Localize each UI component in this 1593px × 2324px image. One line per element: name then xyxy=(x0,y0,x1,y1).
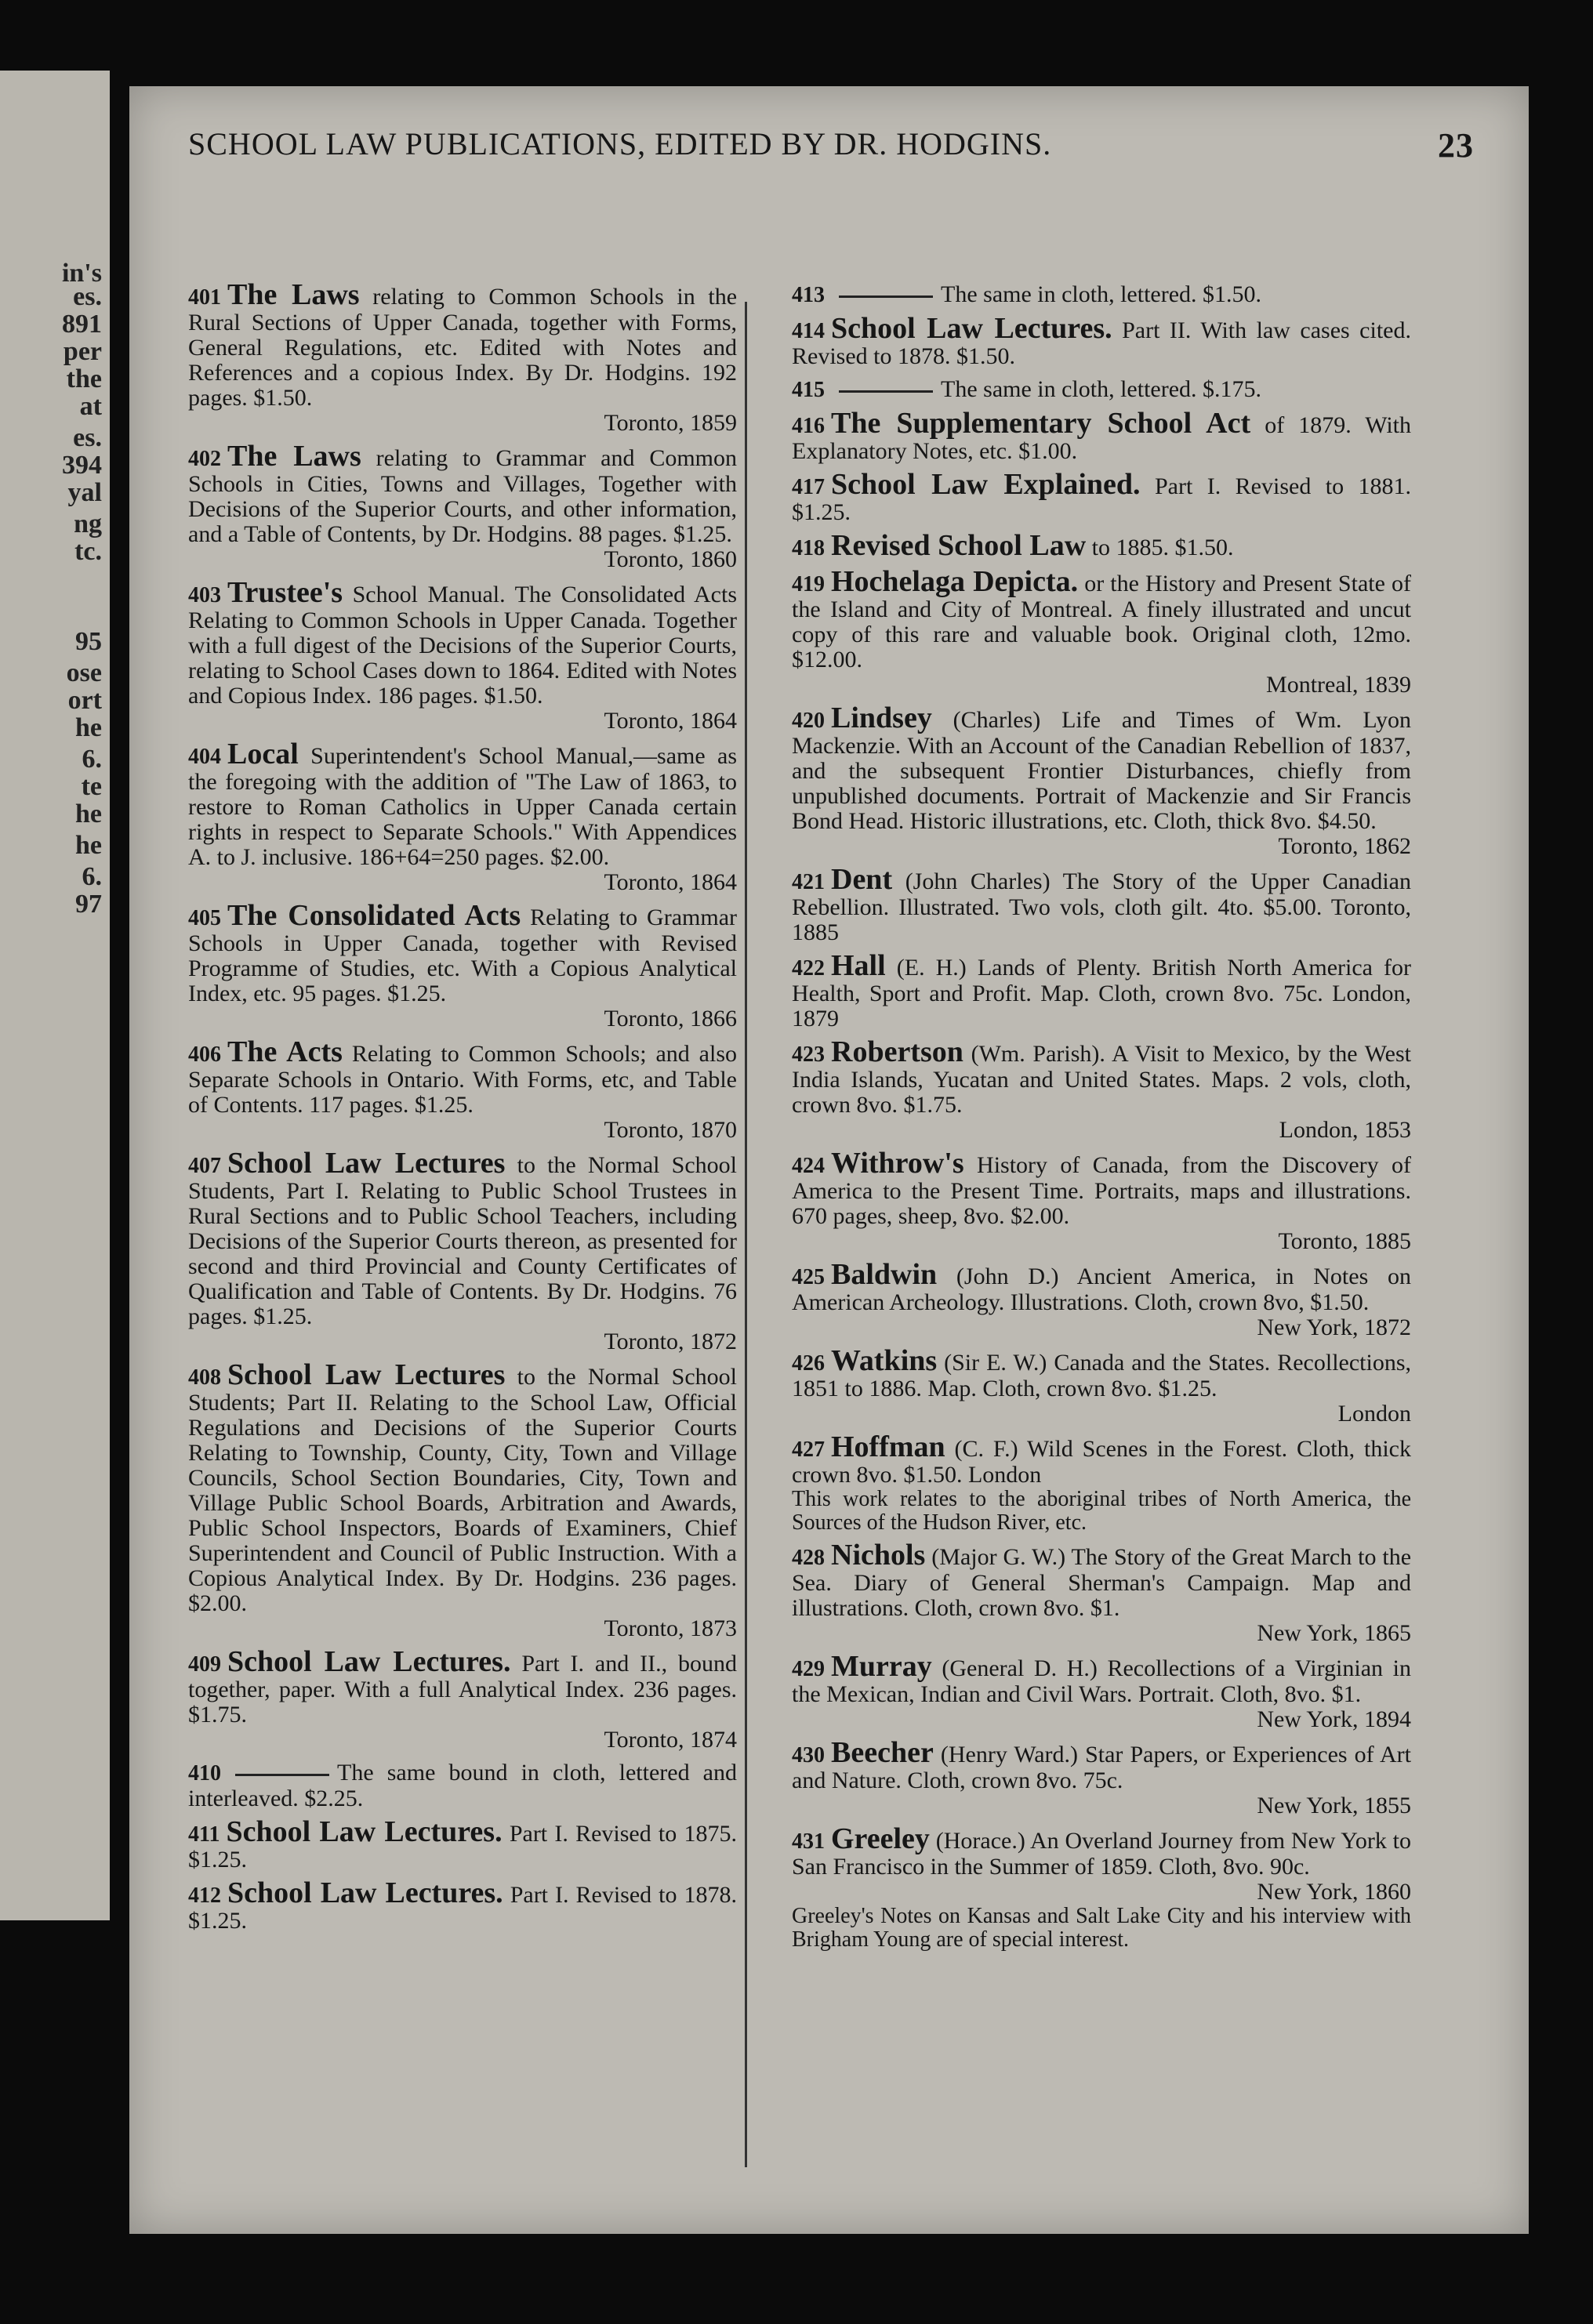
adjacent-page-fragment: in's xyxy=(61,259,102,288)
adjacent-page-fragment: ort xyxy=(67,686,102,715)
entry-description: (Charles) Life and Times of Wm. Lyon Mackenzie. With an Account of the Canadian Rebellion of 1837, and the subsequent Frontier Disturbances, chiefly from unpublished documents. Portrait of Mackenzie and Sir Francis Bond Head. Historic illustrations, etc. Cloth, thick 8vo. $4.50. xyxy=(792,707,1412,834)
catalogue-entry xyxy=(792,1258,1411,1340)
entry-place-date: Toronto, 1860 xyxy=(604,546,737,572)
entry-description: Part I. Revised to 1875. $1.25. xyxy=(188,1821,737,1873)
entry-number: 413 xyxy=(792,283,825,307)
adjacent-page-fragment: 891 xyxy=(62,310,102,339)
entry-place-date: London xyxy=(1337,1401,1411,1427)
entry-heading: Revised School Law xyxy=(831,529,1087,562)
page-header xyxy=(188,125,1474,165)
adjacent-page-fragment: the xyxy=(66,364,102,393)
catalogue-entry xyxy=(188,899,737,1031)
catalogue-entry xyxy=(792,468,1411,525)
entry-number: 424 xyxy=(792,1154,825,1178)
entry-description: The same bound in cloth, lettered and interleaved. $2.25. xyxy=(188,1760,737,1811)
catalogue-entry xyxy=(188,1358,737,1641)
entry-number: 407 xyxy=(188,1154,221,1178)
entry-heading: The Acts xyxy=(227,1035,343,1068)
entry-place-date: Toronto, 1862 xyxy=(1278,833,1411,859)
catalogue-entry xyxy=(188,1760,737,1811)
catalogue-entry xyxy=(792,407,1412,464)
catalogue-entry xyxy=(188,1876,737,1934)
entry-place-date: Toronto, 1864 xyxy=(604,869,737,895)
left-column xyxy=(188,278,738,1942)
entry-description: Relating to Grammar Schools in Upper Canada, together with Revised Programme of Studies, etc. With a Copious Analytical Index, etc. 95 pages. $1.25. xyxy=(188,905,737,1006)
catalogue-entry xyxy=(792,312,1411,369)
entry-number: 406 xyxy=(188,1042,221,1067)
entry-place-date: London, 1853 xyxy=(1279,1117,1411,1143)
entry-number: 401 xyxy=(188,285,221,310)
ditto-dash xyxy=(839,295,933,298)
adjacent-page-fragment: 6. xyxy=(82,745,102,774)
catalogue-entry xyxy=(188,278,738,436)
catalogue-entry xyxy=(188,738,738,895)
catalogue-entry xyxy=(792,1035,1411,1143)
catalogue-entry xyxy=(792,1822,1412,1952)
adjacent-page-fragment: 95 xyxy=(75,627,102,656)
entry-number: 425 xyxy=(792,1265,825,1289)
entry-number: 421 xyxy=(792,870,825,894)
ditto-dash xyxy=(235,1774,329,1776)
entry-heading: Hochelaga Depicta. xyxy=(831,565,1079,598)
catalogue-entry xyxy=(792,1430,1411,1535)
entry-description: to the Normal School Students, Part I. Relating to Public School Trustees in Rural Sections and to Public School Teachers, including Decisions of the Superior Courts thereon, as presented for second and third Provincial and County Certificates of Qualification and Table of Contents. By Dr. Hodgins. 76 pages. $1.25. xyxy=(188,1152,737,1329)
right-column xyxy=(792,282,1411,1960)
entry-heading: The Consolidated Acts xyxy=(227,899,521,932)
entry-description: relating to Common Schools in the Rural Sections of Upper Canada, together with Forms, General Regulations, etc. Edited with Notes and References and a copious Index. By Dr. Hodgins. 192 pages. $1.50. xyxy=(188,284,738,411)
entry-number: 423 xyxy=(792,1042,825,1067)
adjacent-page-fragment: 97 xyxy=(75,890,102,919)
entry-place-date: Toronto, 1866 xyxy=(604,1006,737,1031)
adjacent-page-fragment: ose xyxy=(66,658,102,687)
catalogue-entry xyxy=(188,576,737,734)
adjacent-page-fragment: per xyxy=(63,337,102,366)
entry-description: to 1885. $1.50. xyxy=(1091,535,1234,560)
entry-place-date: Toronto, 1885 xyxy=(1278,1228,1411,1254)
catalogue-entry xyxy=(792,949,1412,1031)
entry-number: 414 xyxy=(792,319,825,343)
adjacent-page-fragment: 394 xyxy=(62,451,102,480)
entry-number: 429 xyxy=(792,1657,825,1681)
catalogue-entry xyxy=(792,1650,1411,1732)
catalogue-entry xyxy=(188,1645,737,1753)
catalogue-entry xyxy=(792,1736,1411,1818)
entry-heading: Lindsey xyxy=(831,702,932,734)
entry-number: 419 xyxy=(792,572,825,596)
entry-heading: School Law Lectures. xyxy=(226,1815,503,1848)
entry-note: Greeley's Notes on Kansas and Salt Lake City and his interview with Brigham Young are of special interest. xyxy=(792,1904,1411,1952)
entry-description: (Major G. W.) The Story of the Great March to the Sea. Diary of General Sherman's Campaign. Map and illustrations. Cloth, crown 8vo. $1. xyxy=(792,1544,1412,1621)
entry-description: The same in cloth, lettered. $1.50. xyxy=(941,281,1262,307)
adjacent-page-edge xyxy=(0,71,110,1920)
adjacent-page-fragment: he xyxy=(75,831,102,860)
adjacent-page-fragment: tc. xyxy=(74,537,102,566)
entry-description: The same in cloth, lettered. $.175. xyxy=(941,376,1262,402)
entry-heading: School Law Lectures. xyxy=(227,1876,503,1909)
entry-place-date: Toronto, 1874 xyxy=(604,1727,737,1753)
catalogue-entry xyxy=(792,565,1411,698)
entry-description: (John Charles) The Story of the Upper Canadian Rebellion. Illustrated. Two vols, cloth gilt. 4to. $5.00. Toronto, 1885 xyxy=(792,868,1411,945)
entry-number: 412 xyxy=(188,1883,221,1908)
entry-description: or the History and Present State of the Island and City of Montreal. A finely illustrated and uncut copy of this rare and valuable book. Original cloth, 12mo. $12.00. xyxy=(792,571,1411,673)
entry-heading: Trustee's xyxy=(227,576,343,609)
entry-number: 427 xyxy=(792,1438,825,1462)
entry-place-date: New York, 1865 xyxy=(1257,1620,1411,1646)
entry-description: (John D.) Ancient America, in Notes on American Archeology. Illustrations. Cloth, crown 8vo, $1.50. xyxy=(792,1264,1411,1315)
entry-note: This work relates to the aboriginal tribes of North America, the Sources of the Hudson River, etc. xyxy=(792,1487,1411,1535)
adjacent-page-fragment: at xyxy=(79,392,102,421)
entry-description: (General D. H.) Recollections of a Virginian in the Mexican, Indian and Civil Wars. Portrait. Cloth, 8vo. $1. xyxy=(792,1655,1411,1707)
entry-place-date: Toronto, 1870 xyxy=(604,1117,737,1143)
entry-number: 418 xyxy=(792,536,825,560)
entry-number: 409 xyxy=(188,1652,221,1677)
entry-place-date: New York, 1855 xyxy=(1257,1793,1411,1818)
catalogue-entry xyxy=(792,377,1411,403)
entry-number: 420 xyxy=(792,709,825,733)
entry-place-date: New York, 1872 xyxy=(1257,1314,1411,1340)
entry-description: Part I. Revised to 1881. $1.25. xyxy=(792,473,1411,525)
catalogue-entry xyxy=(792,1147,1412,1254)
entry-number: 416 xyxy=(792,414,825,438)
entry-description: School Manual. The Consolidated Acts Relating to Common Schools in Upper Canada. Together with a full digest of the Decisions of the Superior Courts, relating to School Cases down to 1864. Edited with Notes and Copious Index. 186 pages. $1.50. xyxy=(188,582,737,709)
entry-description: (Wm. Parish). A Visit to Mexico, by the West India Islands, Yucatan and United States. Maps. 2 vols, cloth, crown 8vo. $1.75. xyxy=(792,1041,1411,1118)
catalogue-entry xyxy=(188,1035,737,1143)
entry-heading: Local xyxy=(227,738,299,770)
entry-heading: The Laws xyxy=(227,440,361,473)
catalogue-entry xyxy=(792,863,1411,945)
catalogue-entry xyxy=(792,529,1411,562)
column-divider xyxy=(745,302,747,2167)
entry-place-date: Toronto, 1864 xyxy=(604,708,737,734)
entry-place-date: Montreal, 1839 xyxy=(1266,672,1411,698)
entry-heading: Baldwin xyxy=(831,1258,938,1291)
entry-number: 415 xyxy=(792,378,825,402)
entry-heading: Greeley xyxy=(831,1822,930,1855)
entry-heading: Robertson xyxy=(831,1035,963,1068)
entry-description: Part I. and II., bound together, paper. With a full Analytical Index. 236 pages. $1.75. xyxy=(188,1651,737,1728)
entry-place-date: Toronto, 1872 xyxy=(604,1329,737,1354)
entry-number: 431 xyxy=(792,1829,825,1854)
adjacent-page-fragment: es. xyxy=(73,423,102,452)
entry-number: 428 xyxy=(792,1546,825,1570)
entry-description: relating to Grammar and Common Schools in Cities, Towns and Villages, Together with Decisions of the Superior Courts, and other information, and a Table of Contents, by Dr. Hodgins. 88 pages. $1.25. xyxy=(188,445,738,547)
adjacent-page-fragment: he xyxy=(75,799,102,828)
entry-number: 426 xyxy=(792,1351,825,1376)
entry-number: 430 xyxy=(792,1743,825,1767)
ditto-dash xyxy=(839,390,933,393)
entry-number: 410 xyxy=(188,1761,221,1786)
catalogue-entry xyxy=(792,1344,1411,1427)
adjacent-page-fragment: es. xyxy=(73,282,102,311)
entry-description: to the Normal School Students; Part II. Relating to the School Law, Official Regulations and Decisions of the Superior Courts Relating to Township, County, City, Town and Village Councils, School Section Boundaries, City, Town and Village Public School Boards, Arbitration and Awards, Public School Inspectors, Boards of Examiners, Chief Superintendent and Council of Public Instruction. With a Copious Analytical Index. By Dr. Hodgins. 236 pages. $2.00. xyxy=(188,1364,737,1616)
entry-place-date: New York, 1860 xyxy=(1257,1879,1411,1905)
entry-number: 402 xyxy=(188,447,221,471)
entry-description: (C. F.) Wild Scenes in the Forest. Cloth, thick crown 8vo. $1.50. London xyxy=(792,1436,1411,1488)
entry-number: 411 xyxy=(188,1822,220,1847)
entry-heading: Beecher xyxy=(831,1736,934,1769)
entry-heading: Nichols xyxy=(831,1539,926,1572)
catalogue-entry xyxy=(792,702,1412,859)
entry-place-date: Toronto, 1873 xyxy=(604,1615,737,1641)
entry-description: (Horace.) An Overland Journey from New York to San Francisco in the Summer of 1859. Cloth, 8vo. 90c. xyxy=(792,1828,1412,1880)
entry-place-date: New York, 1894 xyxy=(1257,1706,1411,1732)
entry-description: History of Canada, from the Discovery of America to the Present Time. Portraits, maps and illustrations. 670 pages, sheep, 8vo. $2.00. xyxy=(792,1152,1412,1229)
adjacent-page-fragment: ng xyxy=(74,509,102,538)
entry-heading: Murray xyxy=(831,1650,932,1683)
entry-heading: The Supplementary School Act xyxy=(831,407,1251,440)
entry-heading: School Law Explained. xyxy=(831,468,1141,501)
adjacent-page-fragment: yal xyxy=(67,478,102,507)
entry-description: (E. H.) Lands of Plenty. British North America for Health, Sport and Profit. Map. Cloth, crown 8vo. 75c. London, 1879 xyxy=(792,955,1412,1031)
entry-number: 403 xyxy=(188,583,221,607)
entry-description: (Henry Ward.) Star Papers, or Experiences of Art and Nature. Cloth, crown 8vo. 75c. xyxy=(792,1742,1411,1793)
adjacent-page-fragment: te xyxy=(81,772,102,801)
page-number: 23 xyxy=(1438,126,1474,165)
entry-number: 408 xyxy=(188,1365,221,1390)
entry-description: Superintendent's School Manual,—same as the foregoing with the addition of "The Law of 1863, to restore to Roman Catholics in Upper Canada certain rights in respect to Separate Schools." With Appendices A. to J. inclusive. 186+64=250 pages. $2.00. xyxy=(188,743,738,870)
entry-place-date: Toronto, 1859 xyxy=(604,410,737,436)
entry-number: 417 xyxy=(792,475,825,499)
catalogue-entry xyxy=(792,1539,1412,1646)
entry-heading: Dent xyxy=(831,863,893,896)
entry-heading: Hall xyxy=(831,949,886,982)
catalogue-entry xyxy=(188,440,738,572)
entry-description: Part II. With law cases cited. Revised to 1878. $1.50. xyxy=(792,317,1411,369)
entry-description: Part I. Revised to 1878. $1.25. xyxy=(188,1882,737,1934)
adjacent-page-fragment: he xyxy=(75,713,102,742)
adjacent-page-fragment: 6. xyxy=(82,862,102,891)
entry-heading: School Law Lectures. xyxy=(227,1645,511,1678)
entry-description: of 1879. With Explanatory Notes, etc. $1.00. xyxy=(792,412,1412,464)
entry-heading: School Law Lectures xyxy=(227,1358,506,1391)
catalogue-entry xyxy=(188,1815,737,1873)
entry-number: 405 xyxy=(188,906,221,930)
catalogue-entry xyxy=(792,282,1411,308)
entry-heading: School Law Lectures xyxy=(227,1147,506,1180)
entry-heading: School Law Lectures. xyxy=(831,312,1112,345)
entry-description: (Sir E. W.) Canada and the States. Recollections, 1851 to 1886. Map. Cloth, crown 8vo. $1.25. xyxy=(792,1350,1411,1401)
catalogue-entry xyxy=(188,1147,737,1354)
entry-heading: Withrow's xyxy=(831,1147,964,1180)
entry-heading: Watkins xyxy=(831,1344,938,1377)
entry-heading: Hoffman xyxy=(831,1430,945,1463)
entry-heading: The Laws xyxy=(227,278,360,311)
entry-number: 404 xyxy=(188,745,221,769)
page-title: SCHOOL LAW PUBLICATIONS, EDITED BY DR. HODGINS. xyxy=(188,126,1052,161)
entry-number: 422 xyxy=(792,956,825,981)
entry-description: Relating to Common Schools; and also Separate Schools in Ontario. With Forms, etc, and Table of Contents. 117 pages. $1.25. xyxy=(188,1041,737,1118)
